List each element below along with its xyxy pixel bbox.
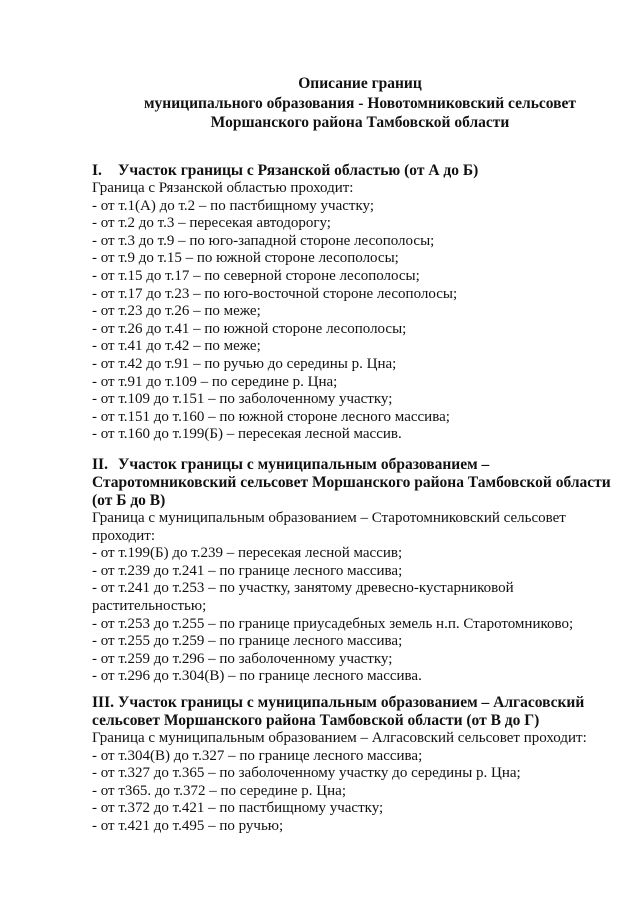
title-line-1: Описание границ xyxy=(298,75,422,92)
list-item: - от т.421 до т.495 – по ручью; xyxy=(92,817,284,834)
section-2-heading xyxy=(92,456,622,474)
section-2 xyxy=(92,456,622,686)
section-1-intro: Граница с Рязанской областью проходит: xyxy=(92,180,354,196)
list-item: - от т.259 до т.296 – по заболоченному участку; xyxy=(92,650,393,667)
section-3-number: III. xyxy=(92,694,114,711)
list-item: - от т.3 до т.9 – по юго-западной стороне лесополосы; xyxy=(92,232,435,249)
document-title xyxy=(90,74,630,133)
section-3-heading xyxy=(92,694,622,712)
section-2-number: II. xyxy=(92,456,108,473)
list-item: - от т.2 до т.3 – пересекая автодорогу; xyxy=(92,215,331,232)
list-item: - от т.109 до т.151 – по заболоченному участку; xyxy=(92,391,393,408)
title-line-3: Моршанского района Тамбовской области xyxy=(210,114,510,131)
section-2-intro-line-2: проходит: xyxy=(92,527,156,544)
list-item: - от т.23 до т.26 – по меже; xyxy=(92,303,261,320)
list-item: - от т365. до т.372 – по середине р. Цна; xyxy=(92,782,346,799)
list-item: - от т.239 до т.241 – по границе лесного массива; xyxy=(92,562,403,579)
section-2-heading-line-2: Старотомниковский сельсовет Моршанского района Тамбовской области xyxy=(92,474,611,491)
list-item: - от т.327 до т.365 – по заболоченному участку до середины р. Цна; xyxy=(92,765,521,782)
list-item: - от т.253 до т.255 – по границе приусадебных земель н.п. Старотомниково; xyxy=(92,615,574,632)
section-1 xyxy=(92,162,622,444)
list-item: - от т.17 до т.23 – по юго-восточной стороне лесополосы; xyxy=(92,285,458,302)
list-item: - от т.9 до т.15 – по южной стороне лесополосы; xyxy=(92,250,399,267)
list-item: - от т.372 до т.421 – по пастбищному участку; xyxy=(92,800,384,817)
list-item: - от т.15 до т.17 – по северной стороне лесополосы; xyxy=(92,267,420,284)
list-item: - от т.41 до т.42 – по меже; xyxy=(92,338,261,355)
list-item: - от т.241 до т.253 – по участку, занятому древесно-кустарниковой xyxy=(92,580,514,597)
section-3-heading-line-2: сельсовет Моршанского района Тамбовской области (от В до Г) xyxy=(92,712,540,729)
list-item: - от т.91 до т.109 – по середине р. Цна; xyxy=(92,373,338,390)
section-2-heading-line-3: (от Б до В) xyxy=(92,492,166,509)
section-3 xyxy=(92,694,622,836)
list-item: - от т.199(Б) до т.239 – пересекая лесной массив; xyxy=(92,545,403,562)
list-item: - от т.296 до т.304(В) – по границе лесного массива. xyxy=(92,668,422,685)
list-item: - от т.304(В) до т.327 – по границе лесного массива; xyxy=(92,747,423,764)
list-item: - от т.151 до т.160 – по южной стороне лесного массива; xyxy=(92,408,450,425)
title-line-2: муниципального образования - Новотомниковский сельсовет xyxy=(143,94,576,112)
list-item: - от т.42 до т.91 – по ручью до середины р. Цна; xyxy=(92,355,397,372)
section-2-heading-text: Участок границы с муниципальным образованием – xyxy=(118,456,490,473)
list-item: - от т.160 до т.199(Б) – пересекая лесной массив. xyxy=(92,426,402,443)
list-item: - от т.1(А) до т.2 – по пастбищному участку; xyxy=(92,197,374,214)
section-1-heading-text: Участок границы с Рязанской областью (от А до Б) xyxy=(118,162,479,179)
list-item: - от т.255 до т.259 – по границе лесного массива; xyxy=(92,633,403,650)
section-1-number: I. xyxy=(92,162,102,179)
section-3-heading-text: Участок границы с муниципальным образованием – Алгасовский xyxy=(118,694,585,711)
list-item: растительностью; xyxy=(92,597,207,614)
section-3-intro: Граница с муниципальным образованием – Алгасовский сельсовет проходит: xyxy=(92,730,587,746)
section-1-heading xyxy=(92,162,622,180)
section-2-intro: Граница с муниципальным образованием – Старотомниковский сельсовет xyxy=(92,510,566,526)
list-item: - от т.26 до т.41 – по южной стороне лесополосы; xyxy=(92,320,407,337)
